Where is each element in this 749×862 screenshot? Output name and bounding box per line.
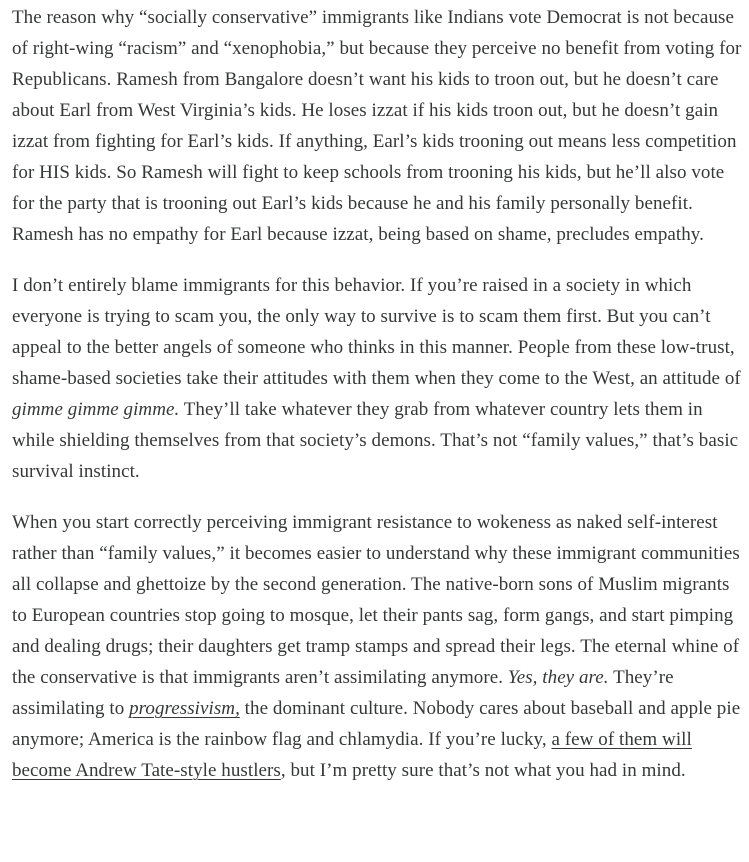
andrew-tate-link[interactable]: a few of them will become Andrew Tate-style hustlers xyxy=(12,729,692,781)
paragraph-2-text-start: I don’t entirely blame immigrants for this behavior. If you’re raised in a society in which everyone is trying to scam you, the only way to survive is to scam them first. But you can’t appeal to the better angels of someone who thinks in this manner. People from these low-trust, shame-based societies take their attitudes with them when they come to the West, an attitude of xyxy=(12,275,741,389)
paragraph-3-text-4: , but I’m pretty sure that’s not what you had in mind. xyxy=(280,760,686,781)
paragraph-3-text-1: When you start correctly perceiving immigrant resistance to wokeness as naked self-interest rather than “family values,” it becomes easier to understand why these immigrant communities all collapse and ghettoize by the second generation. The native-born sons of Muslim migrants to European countries stop going to mosque, let their pants sag, form gangs, and start pimping and dealing drugs; their daughters get tramp stamps and spread their legs. The eternal whine of the conservative is that immigrants aren’t assimilating anymore. xyxy=(12,512,740,688)
progressivism-link[interactable] xyxy=(129,698,240,719)
paragraph-2-italic-phrase: gimme gimme gimme. xyxy=(12,399,180,420)
paragraph-3-text-3: the dominant culture. Nobody cares about baseball and apple pie anymore; America is the rainbow flag and chlamydia. If you’re lucky, xyxy=(12,698,741,750)
paragraph-3-italic-phrase: Yes, they are. xyxy=(507,667,609,688)
progressivism-link-text: progressivism, xyxy=(129,698,240,719)
paragraph-1 xyxy=(12,2,749,250)
paragraph-3 xyxy=(12,507,749,786)
paragraph-2-text-end: They’ll take whatever they grab from whatever country lets them in while shielding themselves from that society’s demons. That’s not “family values,” that’s basic survival instinct. xyxy=(12,399,739,482)
paragraph-1-text: The reason why “socially conservative” immigrants like Indians vote Democrat is not because of right-wing “racism” and “xenophobia,” but because they perceive no benefit from voting for Republicans. Ramesh from Bangalore doesn’t want his kids to troon out, but he doesn’t care about Earl from West Virginia’s kids. He loses izzat if his kids troon out, but he doesn’t gain izzat from fighting for Earl’s kids. If anything, Earl’s kids trooning out means less competition for HIS kids. So Ramesh will fight to keep schools from trooning his kids, but he’ll also vote for the party that is trooning out Earl’s kids because he and his family personally benefit. Ramesh has no empathy for Earl because izzat, being based on shame, precludes empathy. xyxy=(12,7,742,245)
paragraph-3-text-2: They’re assimilating to xyxy=(12,667,674,719)
paragraph-2 xyxy=(12,270,749,487)
